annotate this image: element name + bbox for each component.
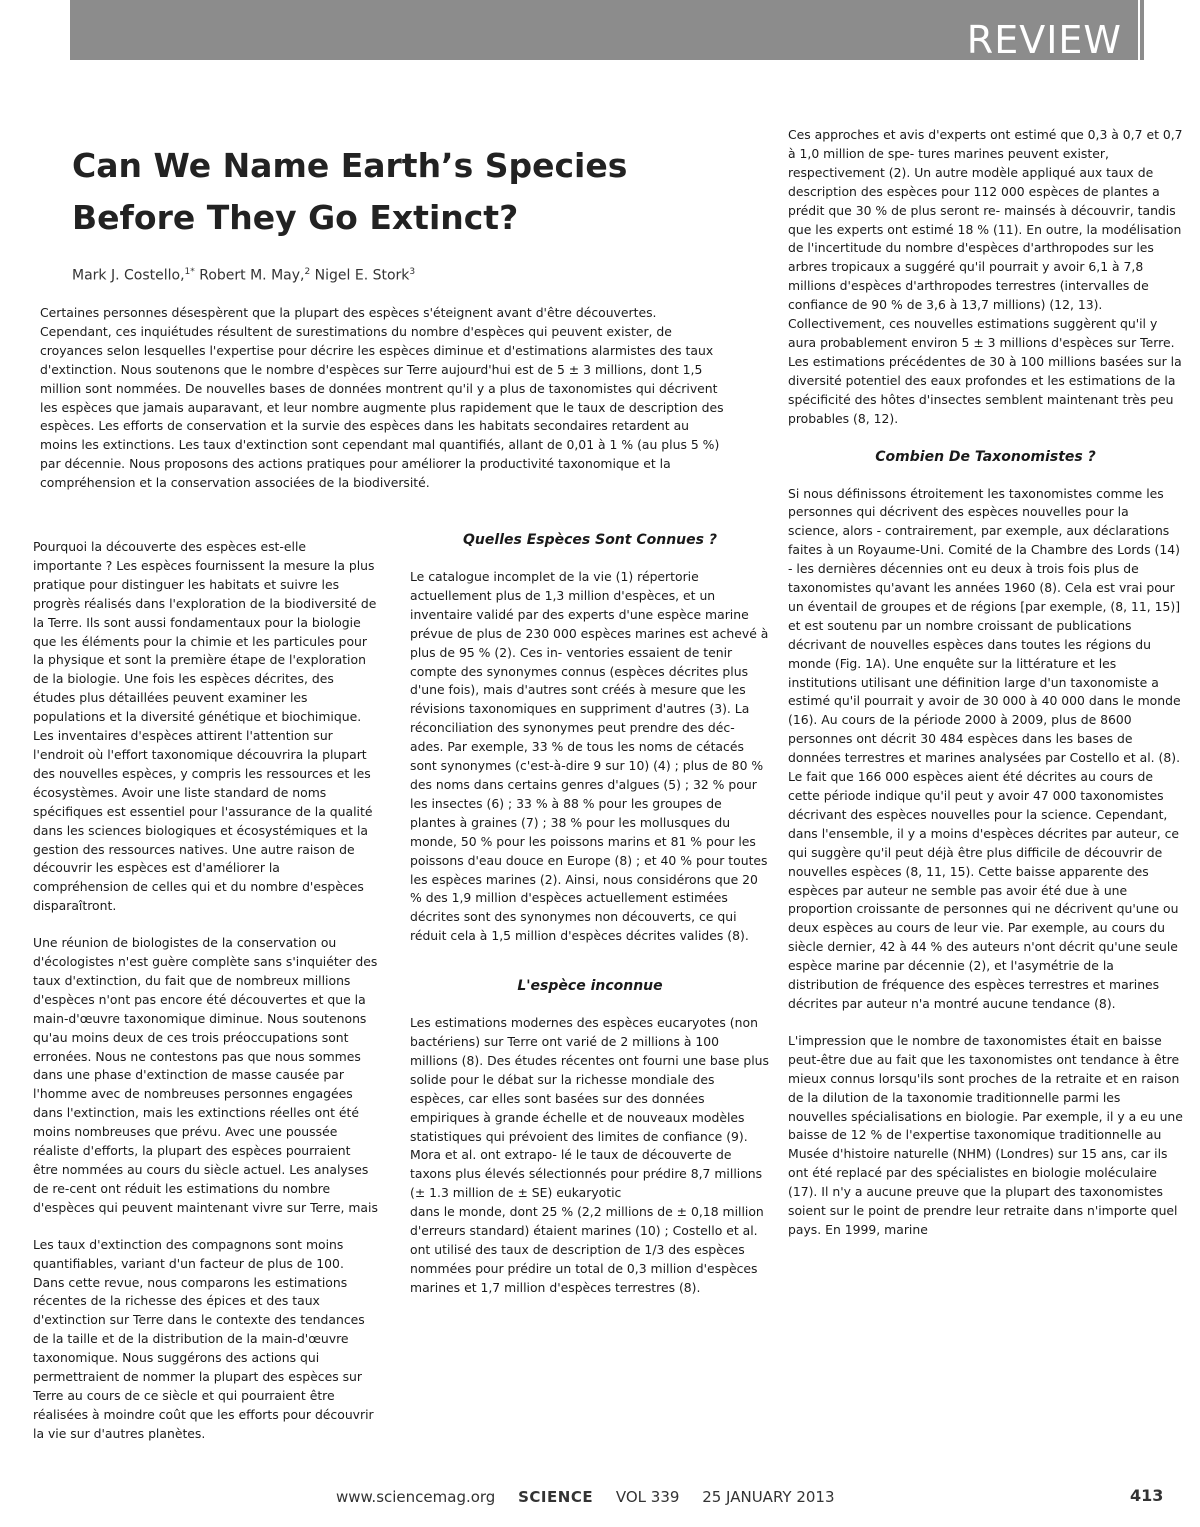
article-title: Can We Name Earth’s Species Before They Go Extinct? [72, 146, 628, 237]
body-paragraph: dans le monde, dont 25 % (2,2 millions de ± 0,18 million d'erreurs standard) étaient marines (10) ; Costello et al. ont utilisé des taux de description de 1/3 des espèces nommées pour prédire un total de 0,3 million d'espèces marines et 1,7 million d'espèces terrestres (8). [410, 1204, 764, 1295]
section-heading: Combien De Taxonomistes ? [875, 448, 1096, 465]
section-header-bar [70, 0, 1138, 60]
body-paragraph: Si nous définissons étroitement les taxonomistes comme les personnes qui décrivent des espèces nouvelles pour la science, alors - contrairement, par exemple, aux déclarations faites à un Royaume-Uni. Comité de la Chambre des Lords (14) - les dernières décennies ont eu deux à trois fois plus de taxonomistes qu'avant les années 1960 (8). Cela est vrai pour un éventail de groupes et de régions [par exemple, (8, 11, 15)] et est soutenu par un nombre croissant de publications décrivant de nouvelles espèces dans toutes les régions du monde (Fig. 1A). Une enquête sur la littérature et les institutions utilisant une définition large d'un taxonomiste a estimé qu'il pourrait y avoir de 30 000 à 40 000 dans le monde (16). Au cours de la période 2000 à 2009, plus de 8600 personnes ont décrit 30 484 espèces dans les bases de données terrestres et marines analysées par Costello et al. (8). Le fait que 166 000 espèces aient été décrites au cours de cette période indique qu'il peut y avoir 47 000 taxonomistes décrivant des espèces nouvelles pour la science. Cependant, dans l'ensemble, il y a moins d'espèces décrites par auteur, ce qui suggère qu'il peut déjà être plus difficile de découvrir de nouvelles espèces (8, 11, 15). Cette baisse apparente des espèces par auteur ne semble pas avoir été due à une proportion croissante de personnes qui ne décrivent qu'une ou deux espèces au cours de leur vie. Par exemple, au cours du siècle dernier, 42 à 44 % des auteurs n'ont décrit qu'une seule espèce marine par décennie (2), et l'asymétrie de la distribution de fréquence des espèces terrestres et marines décrites par auteur n'a montré aucune tendance (8). [788, 485, 1181, 1011]
footer-volume: VOL 339 [615, 1488, 680, 1506]
body-paragraph: Ces approches et avis d'experts ont estimé que 0,3 à 0,7 et 0,7 à 1,0 million de spe- tures marines peuvent exister, respectivement (2). Un autre modèle appliqué aux taux de description des espèces pour 112 000 espèces de plantes a prédit que 30 % de plus seront re- mainsés à découvrir, tandis que les experts ont estimé 18 % (11). En outre, la modélisation de l'incertitude du nombre d'espèces d'arthropodes sur les arbres tropicaux a suggéré qu'il pourrait y avoir 6,1 à 7,8 millions d'espèces d'arthropodes terrestres (intervalles de confiance de 90 % de 3,6 à 13,7 millions) (12, 13). Collectivement, ces nouvelles estimations suggèrent qu'il y aura probablement environ 5 ± 3 millions d'espèces sur Terre. Les estimations précédentes de 30 à 100 millions basées sur la diversité potentiel des eaux profondes et les estimations de la spécificité des hôtes d'insectes semblent maintenant très peu probables (8, 12). [788, 127, 1183, 426]
body-paragraph: Une réunion de biologistes de la conservation ou d'écologistes n'est guère complète sans s'inquiéter des taux d'extinction, du fait que de nombreux millions d'espèces n'ont pas encore été découvertes et que la main-d'œuvre taxonomique diminue. Nous soutenons qu'au moins deux de ces trois préoccupations sont erronées. Nous ne contestons pas que nous sommes dans une phase d'extinction de masse causée par l'homme avec de nombreuses personnes engagées dans l'extinction, mais les extinctions réelles ont été moins nombreuses que prévu. Avec une poussée réaliste d'efforts, la plupart des espèces pourraient être nommées au cours du siècle actuel. Les analyses de re-cent ont réduit les estimations du nombre d'espèces qui peuvent maintenant vivre sur Terre, mais [33, 935, 378, 1215]
footer-website: www.sciencemag.org [336, 1488, 496, 1506]
body-column-middle [410, 530, 770, 1316]
section-label: REVIEW [966, 18, 1122, 62]
header-rule [1140, 0, 1144, 60]
author-name: Robert M. May, [199, 267, 305, 284]
author-affiliation: 3 [409, 267, 416, 277]
section-heading: L'espèce inconnue [517, 978, 663, 995]
body-column-left [33, 538, 378, 1462]
body-paragraph: Pourquoi la découverte des espèces est-elle importante ? Les espèces fournissent la mesure la plus pratique pour distinguer les habitats et suivre les progrès réalisés dans l'exploration de la biodiversité de la Terre. Ils sont aussi fondamentaux pour la biologie que les éléments pour la chimie et les particules pour la physique et sont la première étape de l'exploration de la biologie. Une fois les espèces décrites, des études plus détaillées peuvent examiner les populations et la diversité génétique et biochimique. Les inventaires d'espèces attirent l'attention sur l'endroit où l'effort taxonomique découvrira la plupart des nouvelles espèces, y compris les ressources et les écosystèmes. Avoir une liste standard de noms spécifiques est essentiel pour l'assurance de la qualité dans les sciences biologiques et écosystémiques et la gestion des ressources natives. Une autre raison de découvrir les espèces est d'améliorer la compréhension de celles qui et du nombre d'espèces disparaîtront. [33, 539, 377, 914]
body-paragraph: Les estimations modernes des espèces eucaryotes (non bactériens) sur Terre ont varié de 2 millions à 100 millions (8). Des études récentes ont fourni une base plus solide pour le débat sur la richesse mondiale des espèces, car elles sont basées sur des données empiriques à grande échelle et de nouveaux modèles statistiques qui prévoient des limites de confiance (9). Mora et al. ont extrapo- lé le taux de découverte de taxons plus élevés sélectionnés pour prédire 8,7 millions (± 1.3 million de ± SE) eukaryotic [410, 1015, 769, 1201]
footer-journal: SCIENCE [518, 1488, 594, 1506]
abstract: Certaines personnes désespèrent que la plupart des espèces s'éteignent avant d'être découvertes. Cependant, ces inquiétudes résultent de surestimations du nombre d'espèces qui peuvent exister, de croyances selon lesquelles l'expertise pour décrire les espèces diminue et d'estimations alarmistes des taux d'extinction. Nous soutenons que le nombre d'espèces sur Terre aujourd'hui est de 5 ± 3 millions, dont 1,5 million sont nommées. De nouvelles bases de données montrent qu'il y a plus de taxonomistes qui décrivent les espèces que jamais auparavant, et leur nombre augmente plus rapidement que le taux de description des espèces. Les efforts de conservation et la survie des espèces dans les habitats secondaires retardent au moins les extinctions. Les taux d'extinction sont cependant mal quantifiés, allant de 0,01 à 1 % (au plus 5 %) par décennie. Nous proposons des actions pratiques pour améliorer la productivité taxonomique et la compréhension et la conservation associées de la biodiversité. [40, 305, 724, 491]
author-affiliation: 2 [304, 267, 311, 277]
footer-date: 25 JANUARY 2013 [702, 1488, 835, 1506]
author-list [72, 262, 692, 286]
section-heading: Quelles Espèces Sont Connues ? [463, 532, 717, 548]
author-name: Mark J. Costello, [72, 267, 185, 284]
body-paragraph: Le catalogue incomplet de la vie (1) répertorie actuellement plus de 1,3 million d'espèces, et un inventaire validé par des experts d'une espèce marine prévue de plus de 230 000 espèces marines est achevé à plus de 95 % (2). Ces in- ventories essaient de tenir compte des synonymes connus (espèces décrites plus d'une fois), mais d'autres sont créés à mesure que les révisions taxonomiques en suppriment d'autres (3). La réconciliation des synonymes peut prendre des déc- ades. Par exemple, 33 % de tous les noms de cétacés sont synonymes (c'est-à-dire 9 sur 10) (4) ; plus de 80 % des noms dans certains genres d'algues (5) ; 32 % pour les insectes (6) ; 33 % à 88 % pour les groupes de plantes à graines (7) ; 38 % pour les mollusques du monde, 50 % pour les poissons marins et 81 % pour les poissons d'eau douce en Europe (8) ; et 40 % pour toutes les espèces marines (2). Ainsi, nous considérons que 20 % des 1,9 million d'espèces actuellement estimées décrites sont des synonymes non découverts, ce qui réduit cela à 1,5 million d'espèces décrites valides (8). [410, 569, 769, 944]
body-paragraph: L'impression que le nombre de taxonomistes était en baisse peut-être due au fait que les taxonomistes ont tendance à être mieux connus lorsqu'ils sont proches de la retraite et en raison de la dilution de la taxonomie traditionnelle parmi les nouvelles spécialisations en biologie. Par exemple, il y a eu une baisse de 12 % de l'expertise taxonomique traditionnelle au Musée d'histoire naturelle (NHM) (Londres) sur 15 ans, car ils ont été replacé par des spécialistes en biologie moléculaire (17). Il n'y a aucune preuve que la plupart des taxonomistes soient sur le point de prendre leur retraite dans n'importe quel pays. En 1999, marine [788, 1032, 1183, 1237]
body-paragraph: Les taux d'extinction des compagnons sont moins quantifiables, variant d'un facteur de plus de 100. Dans cette revue, nous comparons les estimations récentes de la richesse des épices et des taux d'extinction sur Terre dans le contexte des tendances de la taille et de la distribution de la main-d'œuvre taxonomique. Nous suggérons des actions qui permettraient de nommer la plupart des espèces sur Terre au cours de ce siècle et qui pourraient être réalisées à moindre coût que les efforts pour découvrir la vie sur d'autres planètes. [33, 1236, 374, 1441]
page-footer [336, 1487, 835, 1507]
body-column-right [788, 126, 1183, 1258]
author-affiliation: 1* [184, 267, 195, 277]
page-number: 413 [1130, 1486, 1164, 1505]
author-name: Nigel E. Stork [314, 267, 410, 284]
